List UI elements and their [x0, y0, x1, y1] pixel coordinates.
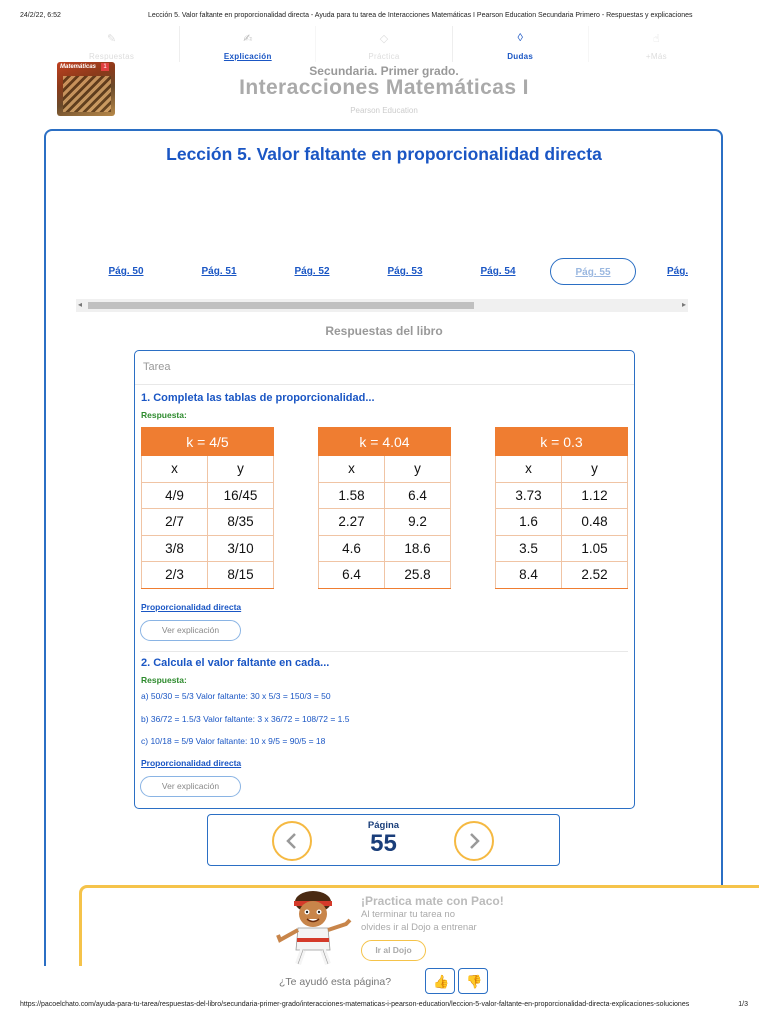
answers-icon: ✎ — [106, 33, 117, 45]
thumbs-up-icon: 👍 — [433, 974, 450, 989]
table-cell: 2/7 — [142, 509, 208, 536]
table-cell: 1.58 — [319, 482, 385, 509]
table-cell: 16/45 — [208, 482, 274, 509]
tab-page-51[interactable]: Pág. 51 — [201, 266, 237, 277]
print-page-count: 1/3 — [738, 1001, 748, 1008]
table-cell: 2.27 — [319, 509, 385, 536]
page-tabs — [76, 258, 688, 286]
cover-pattern — [63, 76, 111, 112]
print-doc-title: Lección 5. Valor faltante en proporcionalidad directa - Ayuda para tu tarea de Interacciones Matemáticas I Pearson Education Secundaria Primero - Respuestas y explicaciones — [148, 12, 693, 19]
table-cell: 1.05 — [562, 535, 628, 562]
table-cell: 3.5 — [496, 535, 562, 562]
question-2-title: 2. Calcula el valor faltante en cada... — [141, 657, 330, 669]
print-header — [20, 8, 748, 22]
nav-questions[interactable] — [452, 26, 588, 62]
explain-button-2[interactable]: Ver explicación — [140, 776, 241, 797]
lesson-title: Lección 5. Valor faltante en proporcionalidad directa — [166, 144, 602, 164]
homework-header: Tarea — [135, 351, 634, 385]
promo-text-line-2: olvides ir al Dojo a entrenar — [361, 922, 477, 933]
table-cell: 0.48 — [562, 509, 628, 536]
table-cell: 9.2 — [385, 509, 451, 536]
table-cell: 8/15 — [208, 562, 274, 589]
table-cell: 3/8 — [142, 535, 208, 562]
table-2-col-x: x — [319, 456, 385, 483]
promo-title: ¡Practica mate con Paco! — [361, 894, 504, 908]
nav-practice-label: Práctica — [368, 52, 400, 61]
nav-answers[interactable] — [44, 26, 179, 62]
cover-title: Matemáticas — [60, 64, 97, 70]
answer-line-c: c) 10/18 = 5/9 Valor faltante: 10 x 9/5 = 90/5 = 18 — [141, 736, 326, 746]
question-1-answer-label: Respuesta: — [141, 410, 187, 420]
tab-page-53[interactable]: Pág. 53 — [387, 266, 423, 277]
nav-more[interactable] — [588, 26, 724, 62]
table-cell: 4.6 — [319, 535, 385, 562]
scroll-right-icon[interactable]: ▸ — [681, 300, 686, 309]
question-divider — [140, 651, 628, 652]
answer-line-b: b) 36/72 = 1.5/3 Valor faltante: 3 x 36/72 = 108/72 = 1.5 — [141, 714, 350, 724]
cover-number: 1 — [101, 63, 109, 71]
table-cell: 25.8 — [385, 562, 451, 589]
print-date: 24/2/22, 6:52 — [20, 12, 61, 19]
thumbs-down-button[interactable] — [458, 968, 488, 994]
thumbs-down-icon: 👎 — [466, 974, 483, 989]
explanation-icon: ✍ — [243, 33, 253, 45]
tab-page-50[interactable]: Pág. 50 — [108, 266, 144, 277]
go-to-dojo-button[interactable]: Ir al Dojo — [361, 940, 426, 961]
table-cell: 6.4 — [319, 562, 385, 589]
table-cell: 8/35 — [208, 509, 274, 536]
practice-icon: ◇ — [379, 33, 389, 45]
nav-questions-label: Dudas — [507, 52, 534, 61]
proportion-table-1 — [141, 427, 274, 589]
horizontal-scrollbar[interactable] — [76, 299, 688, 312]
promo-text-line-1: Al terminar tu tarea no — [361, 909, 455, 920]
table-1-col-x: x — [142, 456, 208, 483]
page-label: Página — [367, 820, 400, 831]
questions-icon: ◊ — [517, 32, 523, 44]
nav-explanation[interactable] — [179, 26, 315, 62]
table-cell: 2.52 — [562, 562, 628, 589]
paco-mascot-illustration — [270, 888, 356, 966]
proportion-table-3 — [495, 427, 628, 589]
top-navigation — [44, 26, 724, 62]
table-cell: 3.73 — [496, 482, 562, 509]
feedback-bar — [0, 966, 768, 996]
nav-answers-label: Respuestas — [88, 52, 135, 61]
more-icon: ☝ — [653, 33, 660, 45]
book-publisher: Pearson Education — [350, 106, 418, 115]
print-url: https://pacoelchato.com/ayuda-para-tu-tarea/respuestas-del-libro/secundaria-primer-grado/interacciones-matematicas-i-pearson-education/leccion-5-valor-faltante-en-proporcionalidad-directa-explicaciones-soluciones — [20, 1001, 690, 1008]
table-cell: 3/10 — [208, 535, 274, 562]
question-2-answer-label: Respuesta: — [141, 675, 187, 685]
proportion-table-2 — [318, 427, 451, 589]
answer-line-a: a) 50/30 = 5/3 Valor faltante: 30 x 5/3 = 150/3 = 50 — [141, 691, 331, 701]
table-cell: 1.6 — [496, 509, 562, 536]
book-title: Interacciones Matemáticas I — [239, 76, 529, 99]
table-cell: 2/3 — [142, 562, 208, 589]
topic-link-proportionality-2[interactable]: Proporcionalidad directa — [141, 758, 242, 768]
next-page-button[interactable] — [454, 821, 494, 861]
table-2-col-y: y — [385, 456, 451, 483]
nav-explanation-label: Explicación — [223, 52, 272, 61]
table-cell: 4/9 — [142, 482, 208, 509]
answers-heading: Respuestas del libro — [325, 324, 443, 338]
table-2-header: k = 4.04 — [319, 428, 451, 456]
table-3-col-x: x — [496, 456, 562, 483]
scrollbar-thumb[interactable] — [88, 302, 474, 309]
table-3-header: k = 0.3 — [496, 428, 628, 456]
nav-more-label: +Más — [645, 52, 667, 61]
book-cover-image — [57, 62, 115, 116]
table-3-col-y: y — [562, 456, 628, 483]
feedback-question: ¿Te ayudó esta página? — [279, 976, 392, 988]
thumbs-up-button[interactable] — [425, 968, 455, 994]
page-navigator — [207, 814, 560, 866]
table-1-col-y: y — [208, 456, 274, 483]
book-subheading: Secundaria. Primer grado. — [309, 64, 459, 78]
tab-page-54[interactable]: Pág. 54 — [480, 266, 516, 277]
table-cell: 6.4 — [385, 482, 451, 509]
tab-page-52[interactable]: Pág. 52 — [294, 266, 330, 277]
table-1-header: k = 4/5 — [142, 428, 274, 456]
explain-button-1[interactable]: Ver explicación — [140, 620, 241, 641]
nav-practice[interactable] — [315, 26, 451, 62]
page-number: 55 — [370, 830, 397, 857]
tab-page-55[interactable]: Pág. 55 — [550, 258, 636, 285]
scroll-left-icon[interactable]: ◂ — [78, 300, 83, 309]
tab-page-next[interactable]: Pág. — [667, 266, 688, 277]
table-cell: 8.4 — [496, 562, 562, 589]
table-cell: 18.6 — [385, 535, 451, 562]
question-1-title: 1. Completa las tablas de proporcionalidad... — [141, 392, 375, 404]
topic-link-proportionality-1[interactable]: Proporcionalidad directa — [141, 602, 242, 612]
print-footer — [20, 1001, 748, 1011]
chevron-right-icon — [466, 832, 482, 850]
table-cell: 1.12 — [562, 482, 628, 509]
